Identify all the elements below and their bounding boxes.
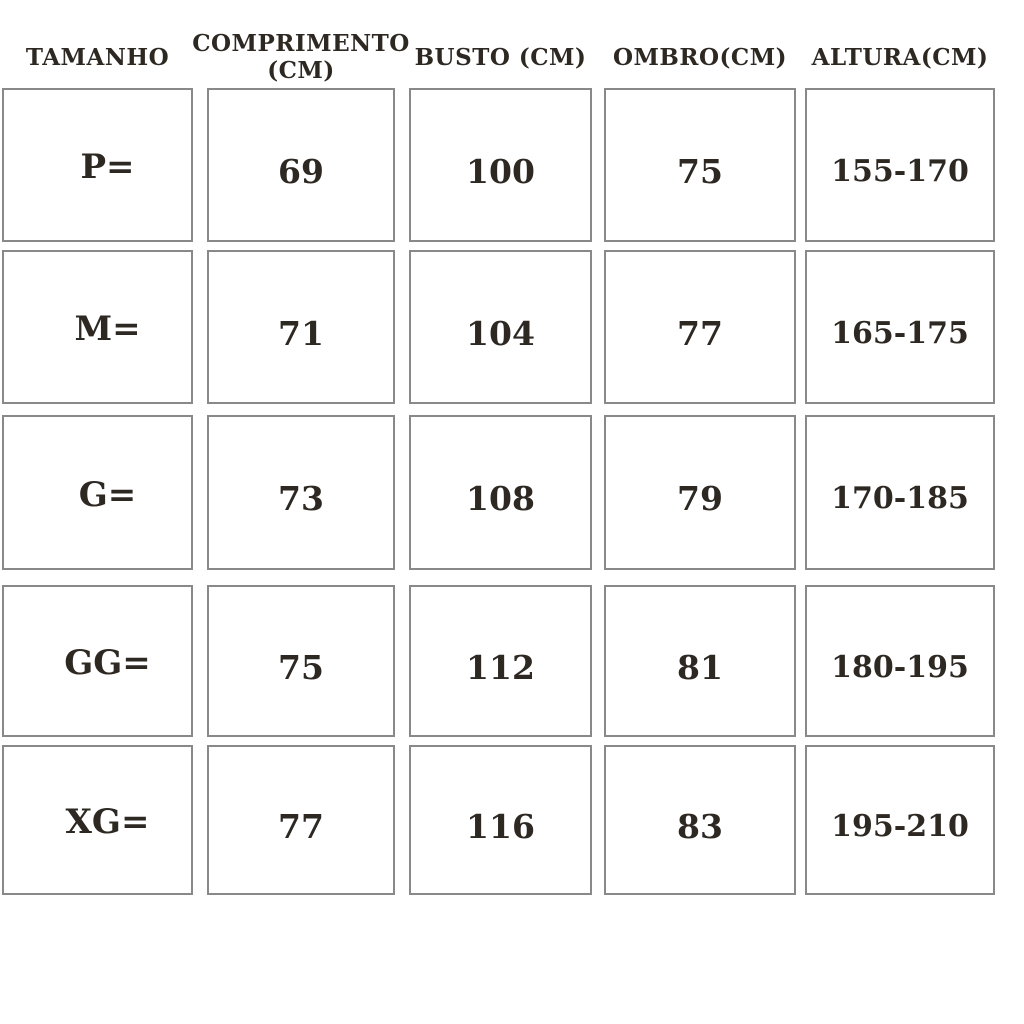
cell-p-comprimento-value: 69 (278, 151, 324, 191)
cell-xg-tamanho (2, 745, 193, 895)
cell-m-altura-value: 165-175 (831, 315, 969, 351)
cell-g-busto-value: 108 (466, 479, 535, 518)
cell-m-busto (409, 250, 592, 404)
header-comprimento-label-line1: COMPRIMENTO (192, 30, 410, 57)
cell-gg-busto (409, 585, 592, 737)
header-busto (409, 26, 592, 88)
cell-m-ombro (604, 250, 796, 404)
cell-xg-altura (805, 745, 995, 895)
cell-p-altura (805, 88, 995, 242)
header-tamanho (2, 26, 193, 88)
cell-g-ombro (604, 415, 796, 570)
cell-p-tamanho-value: P= (80, 147, 135, 187)
cell-gg-busto-value: 112 (466, 647, 535, 687)
cell-gg-comprimento-value: 75 (278, 647, 324, 687)
header-ombro-label: OMBRO(CM) (612, 43, 788, 71)
cell-xg-ombro (604, 745, 796, 895)
cell-p-ombro-value: 75 (677, 151, 723, 191)
cell-xg-tamanho-value: XG= (65, 802, 150, 842)
cell-m-tamanho-value: M= (74, 309, 141, 349)
cell-m-altura (805, 250, 995, 404)
header-altura (805, 26, 995, 88)
cell-xg-altura-value: 195-210 (831, 808, 969, 844)
cell-g-tamanho (2, 415, 193, 570)
cell-m-ombro-value: 77 (677, 313, 723, 353)
cell-g-altura-value: 170-185 (831, 481, 969, 516)
cell-gg-comprimento (207, 585, 395, 737)
cell-p-busto (409, 88, 592, 242)
cell-gg-ombro (604, 585, 796, 737)
header-tamanho-label: TAMANHO (25, 43, 170, 71)
cell-xg-busto-value: 116 (466, 806, 535, 846)
cell-xg-busto (409, 745, 592, 895)
cell-gg-altura (805, 585, 995, 737)
header-ombro (604, 26, 796, 88)
cell-p-comprimento (207, 88, 395, 242)
cell-p-tamanho (2, 88, 193, 242)
cell-g-tamanho-value: G= (78, 474, 137, 515)
cell-p-altura-value: 155-170 (831, 153, 969, 189)
cell-gg-altura-value: 180-195 (831, 649, 969, 685)
cell-xg-comprimento-value: 77 (278, 806, 324, 846)
cell-m-tamanho (2, 250, 193, 404)
cell-g-altura (805, 415, 995, 570)
cell-p-ombro (604, 88, 796, 242)
header-comprimento (192, 26, 410, 88)
cell-g-comprimento-value: 73 (278, 479, 324, 518)
cell-m-busto-value: 104 (466, 313, 535, 353)
cell-xg-ombro-value: 83 (677, 806, 723, 846)
cell-g-busto (409, 415, 592, 570)
cell-g-ombro-value: 79 (677, 479, 723, 518)
cell-gg-tamanho (2, 585, 193, 737)
header-busto-label: BUSTO (CM) (414, 43, 587, 71)
cell-m-comprimento-value: 71 (278, 313, 324, 353)
cell-m-comprimento (207, 250, 395, 404)
cell-g-comprimento (207, 415, 395, 570)
cell-xg-comprimento (207, 745, 395, 895)
header-comprimento-label-line2: (CM) (267, 57, 335, 84)
cell-gg-ombro-value: 81 (677, 647, 723, 687)
cell-p-busto-value: 100 (466, 151, 535, 191)
cell-gg-tamanho-value: GG= (64, 643, 151, 683)
header-altura-label: ALTURA(CM) (811, 43, 989, 71)
